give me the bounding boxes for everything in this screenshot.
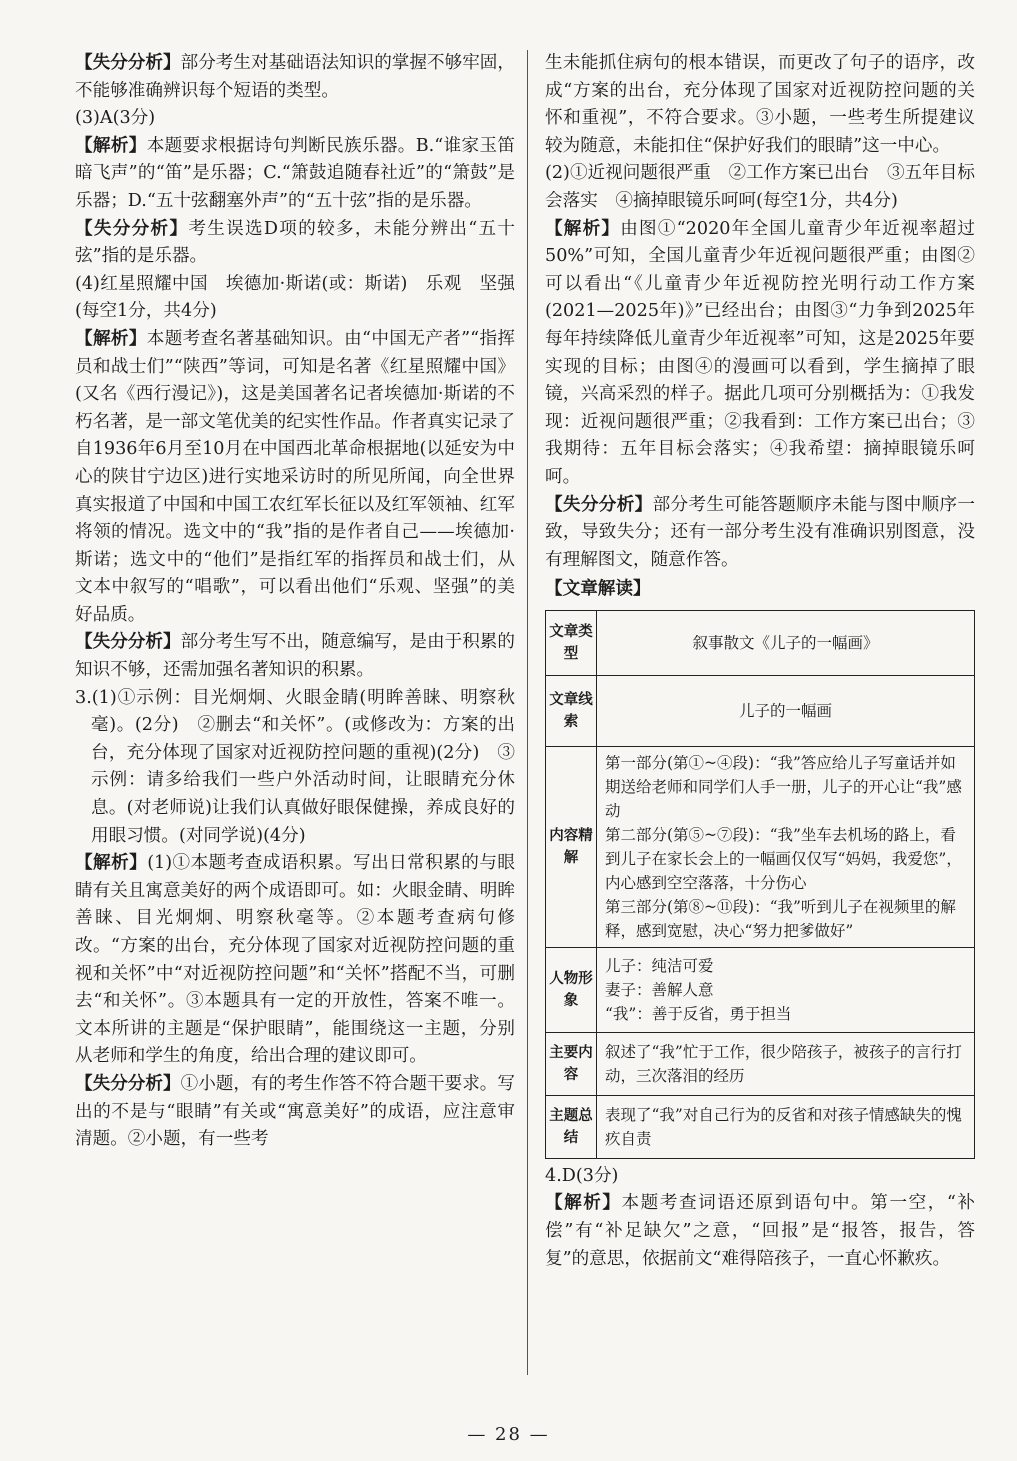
lost-points-continued: 生未能抓住病句的根本错误，而更改了句子的语序，改成“方案的出台，充分体现了国家对近视防控问题的关怀和重视”，不符合要求。③小题，一些考生所提建议较为随意，未能扣住“保护好我们的眼睛”这一中心。 bbox=[545, 53, 975, 156]
lost-points-analysis-4: 【失分分析】①小题，有的考生作答不符合题干要求。写出的不是与“眼睛”有关或“寓意美好”的成语，应注意审清题。②小题，有一些考 bbox=[75, 1073, 515, 1150]
row-value-content bbox=[597, 746, 975, 947]
content-part-2: 第二部分(第⑤~⑦段)：“我”坐车去机场的路上，看到儿子在家长会上的一幅画仅仅写“妈妈，我爱您”，内心感到空空落落，十分伤心 bbox=[605, 825, 962, 892]
answer-3-1: 3.(1)①示例：目光炯炯、火眼金睛(明眸善睐、明察秋毫)。(2分) ②删去“和关怀”。(或修改为：方案的出台，充分体现了国家对近视防控问题的重视)(2分) ③示例：请多给我们一些户外活动时间，让眼睛充分休息。(对老师说)让我们认真做好眼保健操，养成良好的用眼习惯。(对同学说)(4分) bbox=[75, 687, 515, 846]
table-row bbox=[546, 947, 975, 1032]
explanation-red-star: 【解析】本题考查名著基础知识。由“中国无产者”“指挥员和战士们”“陕西”等词，可知是名著《红星照耀中国》(又名《西行漫记》)，这是美国著名记者埃德加·斯诺的不朽名著，是一部文笔优美的纪实性作品。作者真实记录了自1936年6月至10月在中国西北革命根据地(以延安为中心的陕甘宁边区)进行实地采访时的所见所闻，向全世界真实报道了中国和中国工农红军长征以及红军领袖、红军将领的情况。选文中的“我”指的是作者自己——埃德加·斯诺；选文中的“他们”是指红军的指挥员和战士们，从文本中叙写的“唱歌”，可以看出他们“乐观、坚强”的美好品质。 bbox=[75, 328, 515, 625]
page-number: — 28 — bbox=[467, 1424, 550, 1445]
table-row bbox=[546, 675, 975, 746]
right-column bbox=[545, 50, 975, 1273]
explanation-instruments: 【解析】本题要求根据诗句判断民族乐器。B.“谁家玉笛暗飞声”的“笛”是乐器；C.“箫鼓追随春社近”的“箫鼓”是乐器；D.“五十弦翻塞外声”的“五十弦”指的是乐器。 bbox=[75, 135, 515, 211]
left-column bbox=[75, 50, 515, 1154]
lost-points-analysis-5: 【失分分析】部分考生可能答题顺序未能与图中顺序一致，导致失分；还有一部分考生没有准确识别图意，没有理解图文，随意作答。 bbox=[545, 494, 975, 570]
article-reading-table bbox=[545, 610, 975, 1159]
table-row bbox=[546, 1032, 975, 1095]
row-value-main: 叙述了“我”忙于工作，很少陪孩子，被孩子的言行打动，三次落泪的经历 bbox=[597, 1032, 975, 1095]
answer-3-4: (4)红星照耀中国 埃德加·斯诺(或：斯诺) 乐观 坚强(每空1分，共4分) bbox=[75, 273, 515, 322]
lost-points-analysis-2: 【失分分析】考生误选D项的较多，未能分辨出“五十弦”指的是乐器。 bbox=[75, 218, 515, 267]
row-value-type: 叙事散文《儿子的一幅画》 bbox=[597, 610, 975, 675]
figure-wife: 妻子：善解人意 bbox=[605, 980, 714, 999]
content-part-3: 第三部分(第⑧~⑪段)：“我”听到儿子在视频里的解释，感到宽慰，决心“努力把爹做好” bbox=[605, 897, 956, 940]
row-value-figures bbox=[597, 947, 975, 1032]
figure-me: “我”：善于反省，勇于担当 bbox=[605, 1004, 792, 1023]
row-value-theme: 表现了“我”对自己行为的反省和对孩子情感缺失的愧疚自责 bbox=[597, 1095, 975, 1158]
explanation-4: 【解析】本题考查词语还原到语句中。第一空，“补偿”有“补足缺欠”之意，“回报”是“报答，报告，答复”的意思，依据前文“难得陪孩子，一直心怀歉疚。 bbox=[545, 1193, 975, 1269]
table-row bbox=[546, 1095, 975, 1158]
answer-3-3: (3)A(3分) bbox=[75, 108, 156, 129]
explanation-3-2: 【解析】由图①“2020年全国儿童青少年近视率超过50%”可知，全国儿童青少年近视问题很严重；由图②可以看出“《儿童青少年近视防控光明行动工作方案(2021—2025年)》”已经出台；由图③“力争到2025年每年持续降低儿童青少年近视率”可知，这是2025年要实现的目标；由图④的漫画可以看到，学生摘掉了眼镜，兴高采烈的样子。据此几项可分别概括为：①我发现：近视问题很严重；②我看到：工作方案已出台；③我期待：五年目标会落实；④我希望：摘掉眼镜乐呵呵。 bbox=[545, 218, 975, 487]
answer-3-2: (2)①近视问题很严重 ②工作方案已出台 ③五年目标会落实 ④摘掉眼镜乐呵呵(每空1分，共4分) bbox=[545, 163, 975, 211]
lost-points-analysis-3: 【失分分析】部分考生写不出，随意编写，是由于积累的知识不够，还需加强名著知识的积累。 bbox=[75, 632, 515, 681]
article-reading-title: 【文章解读】 bbox=[545, 579, 651, 600]
row-label-theme: 主题总结 bbox=[546, 1095, 597, 1158]
table-row bbox=[546, 610, 975, 675]
row-value-clue: 儿子的一幅画 bbox=[597, 675, 975, 746]
table-row bbox=[546, 746, 975, 947]
row-label-main: 主要内容 bbox=[546, 1032, 597, 1095]
content-part-1: 第一部分(第①~④段)：“我”答应给儿子写童话并如期送给老师和同学们人手一册，儿子的开心让“我”感动 bbox=[605, 753, 962, 820]
figure-son: 儿子：纯洁可爱 bbox=[605, 956, 714, 975]
row-label-type: 文章类型 bbox=[546, 610, 597, 675]
row-label-content: 内容精解 bbox=[546, 746, 597, 947]
row-label-figures: 人物形象 bbox=[546, 947, 597, 1032]
answer-4: 4.D(3分) bbox=[545, 1165, 619, 1186]
row-label-clue: 文章线索 bbox=[546, 675, 597, 746]
column-divider bbox=[527, 50, 528, 1375]
explanation-3-1: 【解析】(1)①本题考查成语积累。写出日常积累的与眼睛有关且寓意美好的两个成语即可。如：火眼金睛、明眸善睐、目光炯炯、明察秋毫等。②本题考查病句修改。“方案的出台，充分体现了国家对近视防控问题的重视和关怀”中“对近视防控问题”和“关怀”搭配不当，可删去“和关怀”。③本题具有一定的开放性，答案不唯一。文本所讲的主题是“保护眼睛”，能围绕这一主题，分别从老师和学生的角度，给出合理的建议即可。 bbox=[75, 853, 515, 1067]
lost-points-analysis-1: 【失分分析】部分考生对基础语法知识的掌握不够牢固，不能够准确辨识每个短语的类型。 bbox=[75, 53, 515, 101]
